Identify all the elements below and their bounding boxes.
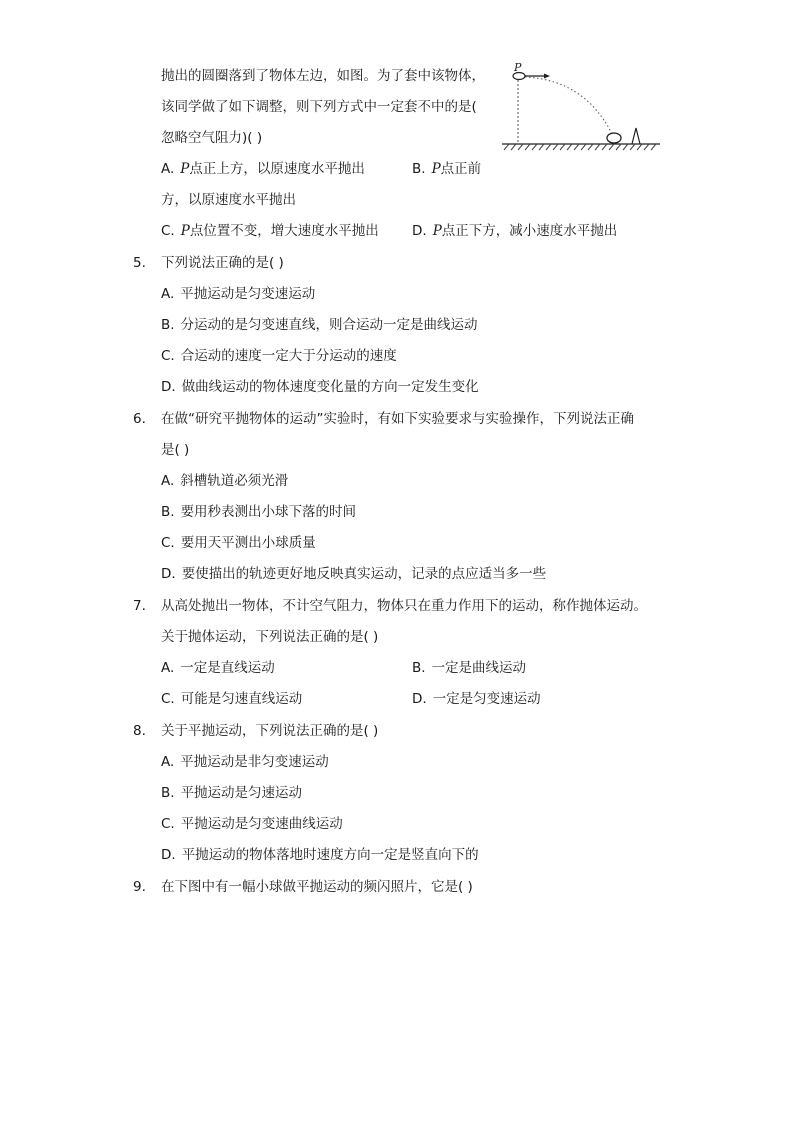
option-text: 要用天平测出小球质量 <box>180 535 316 551</box>
option-text: 平抛运动是匀变速曲线运动 <box>180 816 343 832</box>
q9-number: 9. <box>133 879 146 895</box>
option-text: 要使描出的轨迹更好地反映真实运动，记录的点应适当多一些 <box>181 566 547 582</box>
q8-option-c[interactable] <box>161 814 343 834</box>
option-text: 合运动的速度一定大于分运动的速度 <box>180 348 397 364</box>
option-text: 一定是曲线运动 <box>431 660 527 676</box>
q5-option-d[interactable] <box>161 377 479 397</box>
option-text: 一定是匀变速运动 <box>432 691 541 707</box>
option-letter: A. <box>161 161 175 177</box>
option-text: 平抛运动的物体落地时速度方向一定是竖直向下的 <box>181 847 479 863</box>
option-letter: D. <box>161 379 176 395</box>
q6-stem-line-1: 在做“研究平抛物体的运动”实验时，有如下实验要求与实验操作，下列说法正确 <box>161 411 634 427</box>
option-letter: C. <box>161 223 175 239</box>
option-letter: C. <box>161 691 175 707</box>
q5-number: 5. <box>133 255 146 271</box>
option-text: 可能是匀速直线运动 <box>180 691 303 707</box>
option-text: 平抛运动是匀变速运动 <box>180 286 316 302</box>
q5-stem: 下列说法正确的是( ) <box>161 255 284 271</box>
q5-option-c[interactable] <box>161 346 397 366</box>
q8-number: 8. <box>133 723 146 739</box>
option-letter: D. <box>412 223 427 239</box>
option-text: 点正上方，以原速度水平抛出 <box>189 161 365 177</box>
option-letter: C. <box>161 816 175 832</box>
q8-option-a[interactable] <box>161 752 329 772</box>
q9-stem: 在下图中有一幅小球做平抛运动的频闪照片，它是( ) <box>161 879 473 895</box>
option-letter: B. <box>161 504 175 520</box>
q6-option-d[interactable] <box>161 564 546 584</box>
q4-option-c[interactable] <box>161 221 379 241</box>
option-text: 做曲线运动的物体速度变化量的方向一定发生变化 <box>181 379 479 395</box>
q7-stem-line-1: 从高处抛出一物体，不计空气阻力，物体只在重力作用下的运动，称作抛体运动。 <box>161 598 647 614</box>
option-letter: C. <box>161 535 175 551</box>
figure-p-label: P <box>514 61 522 74</box>
point-p: P <box>180 161 190 177</box>
option-text: 分运动的是匀变速直线，则合运动一定是曲线运动 <box>180 317 478 333</box>
q4-option-b[interactable] <box>412 159 481 179</box>
option-text: 要用秒表测出小球下落的时间 <box>180 504 357 520</box>
q7-option-b[interactable] <box>412 658 526 678</box>
option-text: 点正前 <box>440 161 482 177</box>
option-letter: D. <box>161 847 176 863</box>
option-letter: B. <box>161 317 175 333</box>
option-letter: B. <box>161 785 175 801</box>
q4-figure <box>500 58 665 158</box>
option-letter: A. <box>161 473 175 489</box>
option-letter: D. <box>161 566 176 582</box>
option-letter: C. <box>161 348 175 364</box>
option-letter: A. <box>161 660 175 676</box>
q6-option-c[interactable] <box>161 533 316 553</box>
option-letter: D. <box>412 691 427 707</box>
q6-stem-line-2: 是( ) <box>161 442 190 458</box>
point-p: P <box>180 223 190 239</box>
option-text: 斜槽轨道必须光滑 <box>180 473 289 489</box>
q8-stem: 关于平抛运动，下列说法正确的是( ) <box>161 723 379 739</box>
option-letter: A. <box>161 754 175 770</box>
q5-option-a[interactable] <box>161 284 315 304</box>
point-p: P <box>431 161 441 177</box>
option-letter: B. <box>412 660 426 676</box>
q4-option-a[interactable] <box>161 159 365 179</box>
point-p: P <box>432 223 442 239</box>
q4-option-b-continued: 方，以原速度水平抛出 <box>161 192 296 208</box>
q6-number: 6. <box>133 411 146 427</box>
q4-option-d[interactable] <box>412 221 617 241</box>
q7-option-d[interactable] <box>412 689 541 709</box>
option-text: 平抛运动是匀速运动 <box>180 785 303 801</box>
option-letter: B. <box>412 161 426 177</box>
q7-number: 7. <box>133 598 146 614</box>
q4-stem-line-3: 忽略空气阻力)( ) <box>161 130 263 146</box>
q4-stem-line-1: 抛出的圆圈落到了物体左边，如图。为了套中该物体， <box>161 68 485 84</box>
q7-stem-line-2: 关于抛体运动，下列说法正确的是( ) <box>161 629 379 645</box>
option-text: 平抛运动是非匀变速运动 <box>180 754 329 770</box>
q4-stem-line-2: 该同学做了如下调整，则下列方式中一定套不中的是( <box>161 99 477 115</box>
option-text: 一定是直线运动 <box>180 660 275 676</box>
option-text: 点位置不变，增大速度水平抛出 <box>189 223 379 239</box>
q6-option-b[interactable] <box>161 502 356 522</box>
q8-option-d[interactable] <box>161 845 479 865</box>
q7-option-c[interactable] <box>161 689 302 709</box>
q5-option-b[interactable] <box>161 315 478 335</box>
q8-option-b[interactable] <box>161 783 302 803</box>
option-text: 点正下方，减小速度水平抛出 <box>441 223 618 239</box>
q7-option-a[interactable] <box>161 658 275 678</box>
q6-option-a[interactable] <box>161 471 288 491</box>
option-letter: A. <box>161 286 175 302</box>
